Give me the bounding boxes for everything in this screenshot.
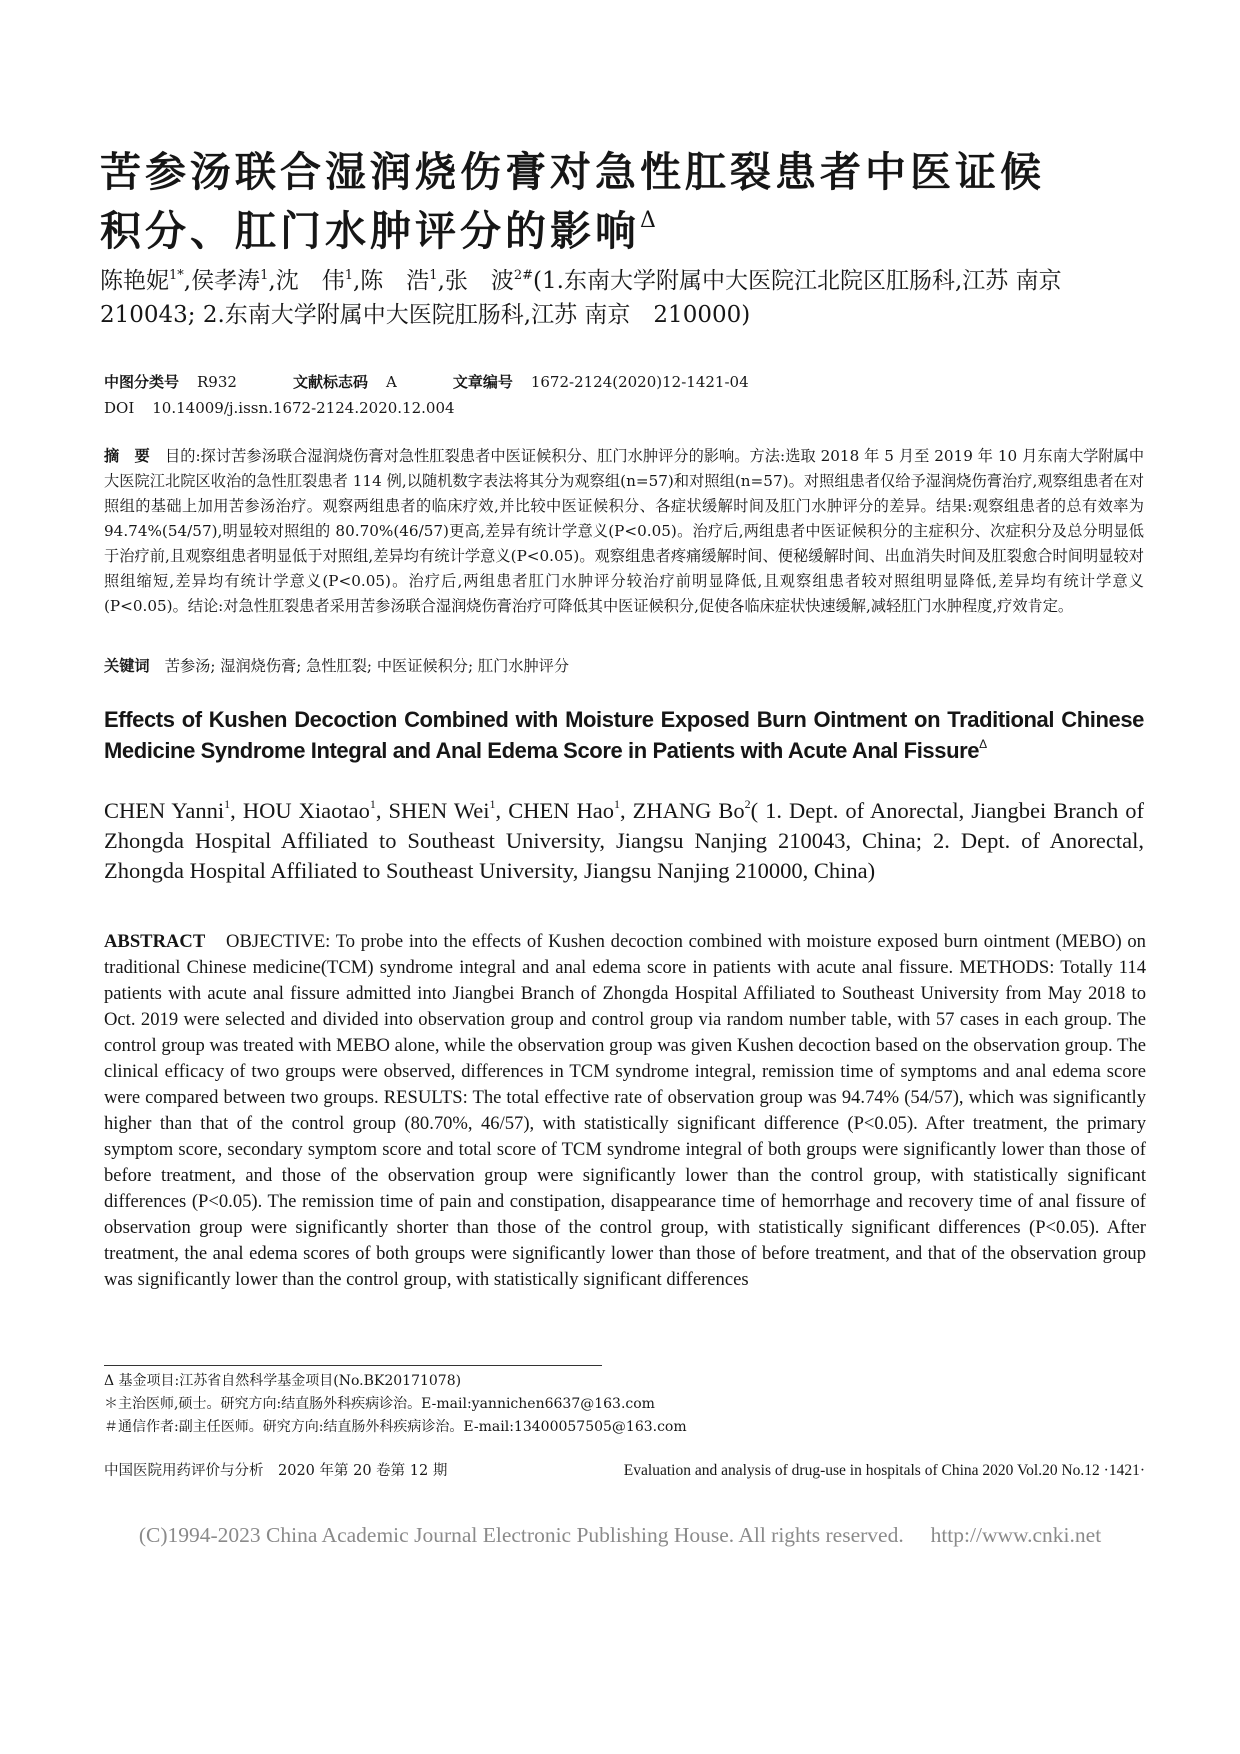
article-number-value: 1672-2124(2020)12-1421-04 xyxy=(530,373,749,391)
author-en-3-sup: 1 xyxy=(489,797,496,811)
author-en-3: SHEN Wei xyxy=(388,798,490,823)
doc-code-label: 文献标志码 xyxy=(292,373,368,391)
abstract-en xyxy=(104,929,1146,1293)
authors-en: CHEN Yanni$^1$, HOU Xiaotao$^1$, SHEN Wei$^1$, CHEN Hao$^1$, ZHANG Bo$^2$( 1. Dept. of Anorectal, Jiangbei Branch of Zhongda Hospital Affiliated to Southeast University, Jiangsu Nanjing 210043, China; 2. Dept. of Anorectal, Zhongda Hospital Affiliated to Southeast University, Jiangsu Nanjing 210000, China) xyxy=(104,797,1145,883)
doi-label: DOI xyxy=(104,399,135,417)
affiliation-en: ( 1. Dept. of Anorectal, Jiangbei Branch of Zhongda Hospital Affiliated to Southeast University, Jiangsu Nanjing 210043, China; 2. Dept. of Anorectal, Zhongda Hospital Affiliated to Southeast University, Jiangsu Nanjing 210000, China) xyxy=(104,798,1145,883)
author-cn-1: 陈艳妮 xyxy=(100,268,169,294)
author-en-4-sup: 1 xyxy=(613,797,620,811)
author-cn-5-sup: 2# xyxy=(513,268,534,283)
author-cn-1-sup: 1* xyxy=(169,268,184,283)
article-title-cn-line2-text: 积分、肛门水肿评分的影响 xyxy=(100,207,640,255)
footnote-corresponding-author: ＃通信作者:副主任医师。研究方向:结直肠外科疾病诊治。E-mail:13400057505@163.com xyxy=(104,1419,687,1435)
author-en-4: CHEN Hao xyxy=(508,798,614,823)
running-footer-cn: 中国医院用药评价与分析 2020 年第 20 卷第 12 期 xyxy=(104,1463,448,1479)
abstract-cn-text: 目的:探讨苦参汤联合湿润烧伤膏对急性肛裂患者中医证候积分、肛门水肿评分的影响。方法:选取 2018 年 5 月至 2019 年 10 月东南大学附属中大医院江北院区收治的急性肛裂患者 114 例,以随机数字表法将其分为观察组(n=57)和对照组(n=57)。对照组患者仅给予湿润烧伤膏治疗,观察组患者在对照组的基础上加用苦参汤治疗。观察两组患者的临床疗效,并比较中医证候积分、各症状缓解时间及肛门水肿评分的差异。结果:观察组患者的总有效率为 94.74%(54/57),明显较对照组的 80.70%(46/57)更高,差异有统计学意义(P<0.05)。治疗后,两组患者中医证候积分的主症积分、次症积分及总分明显低于治疗前,且观察组患者明显低于对照组,差异均有统计学意义(P<0.05)。观察组患者疼痛缓解时间、便秘缓解时间、出血消失时间及肛裂愈合时间明显较对照组缩短,差异均有统计学意义(P<0.05)。治疗后,两组患者肛门水肿评分较治疗前明显降低,且观察组患者较对照组明显降低,差异均有统计学意义(P<0.05)。结论:对急性肛裂患者采用苦参汤联合湿润烧伤膏治疗可降低其中医证候积分,促使各临床症状快速缓解,减轻肛门水肿程度,疗效肯定。 xyxy=(104,447,1145,615)
article-title-cn-line1: 苦参汤联合湿润烧伤膏对急性肛裂患者中医证候 xyxy=(100,148,1045,196)
clc-value: R932 xyxy=(197,373,237,391)
author-cn-4-sup: 1 xyxy=(429,268,438,283)
abstract-en-label: ABSTRACT xyxy=(104,931,206,952)
clc-label: 中图分类号 xyxy=(104,373,180,391)
footnote-first-author: ＊主治医师,硕士。研究方向:结直肠外科疾病诊治。E-mail:yannichen6637@163.com xyxy=(104,1396,655,1412)
footnote-divider xyxy=(104,1365,602,1366)
funding-mark-en: Δ xyxy=(979,737,987,751)
article-title-cn-line2 xyxy=(100,207,1140,255)
author-cn-3: 沈 伟 xyxy=(275,268,345,294)
affiliation-cn-part2: 210043; 2.东南大学附属中大医院肛肠科,江苏 南京 210000) xyxy=(100,302,751,328)
author-cn-2: 侯孝涛 xyxy=(191,268,261,294)
article-title-en xyxy=(104,704,1144,766)
funding-mark: Δ xyxy=(640,208,656,233)
affiliation-cn-part1: (1.东南大学附属中大医院江北院区肛肠科,江苏 南京 xyxy=(533,268,1062,294)
author-cn-4: 陈 浩 xyxy=(360,268,430,294)
authors-cn-line1: 陈艳妮$^{1*}$,侯孝涛$^1$,沈 伟$^1$,陈 浩$^1$,张 波$^{2\#}$(1.东南大学附属中大医院江北院区肛肠科,江苏 南京 xyxy=(100,268,1062,294)
abstract-en-text: OBJECTIVE: To probe into the effects of Kushen decoction combined with moisture exposed burn ointment (MEBO) on traditional Chinese medicine(TCM) syndrome integral and anal edema score in patients with acute anal fissure. METHODS: Totally 114 patients with acute anal fissure admitted into Jiangbei Branch of Zhongda Hospital Affiliated to Southeast University from May 2018 to Oct. 2019 were selected and divided into observation group and control group via random number table, with 57 cases in each group. The control group was treated with MEBO alone, while the observation group was given Kushen decoction based on the observation group. The clinical efficacy of two groups were observed, differences in TCM syndrome integral, remission time of symptoms and anal edema score were compared between two groups. RESULTS: The total effective rate of observation group was 94.74% (54/57), which was significantly higher than that of the control group (80.70%, 46/57), with statistically significant difference (P<0.05). After treatment, the primary symptom score, secondary symptom score and total score of TCM syndrome integral of both groups were significantly lower than those of before treatment, and those of the observation group were significantly lower than the control group, with statistically significant differences (P<0.05). The remission time of pain and constipation, disappearance time of hemorrhage and recovery time of anal fissure of observation group were significantly shorter than those of the control group, with statistically significant differences (P<0.05). After treatment, the anal edema scores of both groups were significantly lower than those of before treatment, and that of the observation group was significantly lower than the control group, with statistically significant differences xyxy=(104,931,1146,1290)
abstract-cn xyxy=(104,444,1144,619)
author-en-5-sup: 2 xyxy=(744,797,751,811)
doi-value: 10.14009/j.issn.1672-2124.2020.12.004 xyxy=(152,399,455,417)
author-cn-3-sup: 1 xyxy=(344,268,353,283)
author-cn-2-sup: 1 xyxy=(260,268,269,283)
keywords-cn xyxy=(104,656,569,676)
author-en-1-sup: 1 xyxy=(224,797,231,811)
doi-line xyxy=(104,398,455,418)
classification-line xyxy=(104,372,749,392)
author-en-2-sup: 1 xyxy=(369,797,376,811)
authors-cn xyxy=(100,264,1145,332)
keywords-cn-text: 苦参汤; 湿润烧伤膏; 急性肛裂; 中医证候积分; 肛门水肿评分 xyxy=(164,657,570,675)
author-cn-5: 张 波 xyxy=(444,268,514,294)
author-en-1: CHEN Yanni xyxy=(104,798,225,823)
author-en-2: HOU Xiaotao xyxy=(242,798,370,823)
running-footer-en: Evaluation and analysis of drug-use in hospitals of China 2020 Vol.20 No.12 ·1421· xyxy=(623,1462,1145,1479)
footnote-funding: Δ 基金项目:江苏省自然科学基金项目(No.BK20171078) xyxy=(104,1373,462,1389)
article-number-label: 文章编号 xyxy=(452,373,513,391)
author-en-5: ZHANG Bo xyxy=(632,798,745,823)
article-title-en-text: Effects of Kushen Decoction Combined with Moisture Exposed Burn Ointment on Traditional Chinese Medicine Syndrome Integral and Anal Edema Score in Patients with Acute Anal Fissure xyxy=(104,707,1144,763)
abstract-cn-label: 摘 要 xyxy=(104,447,150,465)
copyright-notice: (C)1994-2023 China Academic Journal Electronic Publishing House. All rights reserved. http://www.cnki.net xyxy=(138,1523,1102,1547)
keywords-cn-label: 关键词 xyxy=(104,657,150,675)
doc-code-value: A xyxy=(385,373,397,391)
